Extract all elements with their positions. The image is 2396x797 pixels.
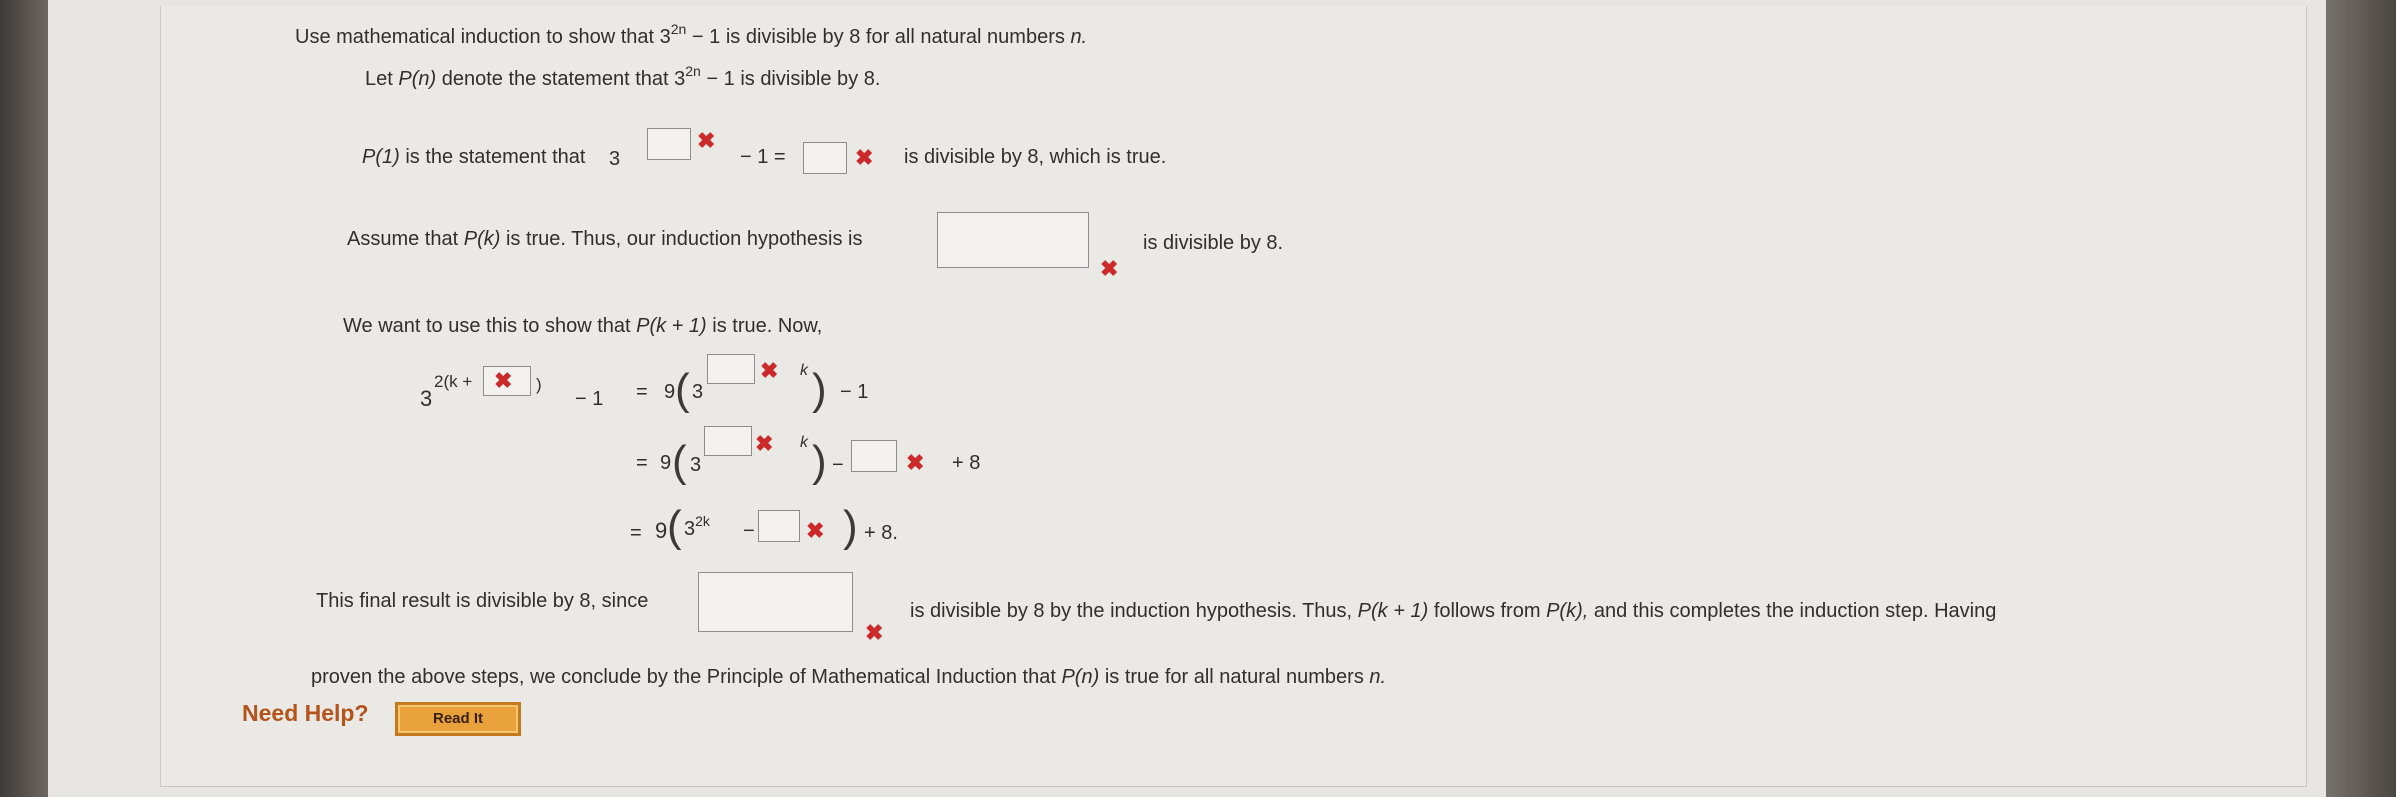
p1-text: is the statement that	[405, 146, 586, 168]
eq2-constant-answer-box[interactable]	[851, 440, 897, 472]
eq2-equals: =	[636, 452, 648, 474]
p1-minus-one: − 1 =	[740, 146, 786, 168]
p1-post-text: is divisible by 8, which is true.	[904, 146, 1167, 168]
assume-statement	[347, 228, 862, 251]
eq2-plus-eight: + 8	[952, 452, 981, 474]
eq3-nine: 9	[655, 518, 668, 543]
incorrect-x-icon: ✖	[755, 431, 774, 456]
incorrect-x-icon: ✖	[855, 145, 874, 170]
incorrect-x-icon: ✖	[494, 368, 513, 393]
final-line-two	[311, 666, 1386, 689]
eq2-nine: 9	[660, 452, 672, 474]
final-pre-text: This final result is divisible by 8, since	[316, 590, 649, 612]
expr-exponent: 2n	[670, 21, 687, 37]
hypothesis-answer-box[interactable]	[937, 212, 1089, 268]
expr-tail: − 1	[691, 26, 721, 48]
eq1-exponent-close: )	[536, 375, 542, 394]
p1-statement	[362, 146, 585, 169]
let-text: Let	[365, 68, 393, 90]
p1-exponent-answer-box[interactable]	[647, 128, 691, 160]
expr-exponent: 2n	[685, 63, 701, 79]
incorrect-x-icon: ✖	[806, 518, 825, 543]
eq3-base: 3	[684, 518, 696, 540]
prompt-text-2: is divisible by 8 for all natural numbers	[725, 26, 1065, 48]
right-edge	[2326, 0, 2396, 797]
incorrect-x-icon: ✖	[760, 358, 779, 383]
eq3-tail: + 8.	[864, 522, 898, 544]
eq3-power	[684, 513, 710, 541]
eq1-tail: − 1	[840, 381, 869, 403]
final-post-text: and this completes the induction step. Having	[1593, 600, 1997, 622]
eq3-exponent: 2k	[695, 513, 710, 529]
eq1-equals: =	[636, 381, 648, 403]
prompt-text: Use mathematical induction to show that	[295, 26, 655, 48]
expr-tail: − 1	[706, 68, 735, 90]
eq3-left-paren: (	[667, 502, 682, 551]
p1-value-answer-box[interactable]	[803, 142, 847, 174]
expr-base: 3	[674, 68, 686, 90]
incorrect-x-icon: ✖	[906, 450, 925, 475]
assume-post-text: is divisible by 8.	[1143, 232, 1284, 254]
pk1-symbol: P(k + 1)	[1357, 600, 1429, 622]
want-post-text: is true. Now,	[712, 315, 823, 337]
conclusion-text: proven the above steps, we conclude by the Principle of Mathematical Induction that	[311, 666, 1056, 688]
eq1-nine: 9	[664, 381, 676, 403]
p1-base: 3	[609, 148, 621, 170]
pk1-symbol: P(k + 1)	[636, 315, 707, 337]
variable-n: n.	[1070, 26, 1088, 48]
eq1-exponent-prefix: 2(k +	[434, 372, 473, 391]
eq2-inner-base: 3	[690, 454, 702, 476]
eq3-right-paren: )	[843, 502, 858, 551]
eq1-minus-one: − 1	[575, 388, 604, 410]
eq2-minus: −	[832, 454, 844, 476]
final-continuation	[910, 600, 1996, 623]
eq2-left-paren: (	[672, 437, 687, 486]
assume-text: Assume that	[347, 228, 459, 250]
final-mid-text: is divisible by 8 by the induction hypothesis. Thus,	[910, 600, 1353, 622]
eq1-right-paren: )	[812, 365, 827, 414]
let-post-text: is divisible by 8.	[740, 68, 881, 90]
incorrect-x-icon: ✖	[865, 620, 884, 645]
expr-base: 3	[659, 26, 671, 48]
eq2-right-paren: )	[812, 437, 827, 486]
incorrect-x-icon: ✖	[697, 128, 716, 153]
p1-symbol: P(1)	[362, 146, 400, 168]
eq2-inner-answer-box[interactable]	[704, 426, 752, 456]
eq1-k-exponent: k	[800, 362, 808, 379]
final-answer-box[interactable]	[698, 572, 853, 632]
pk-symbol: P(k),	[1546, 600, 1589, 622]
follows-text: follows from	[1433, 600, 1541, 622]
eq3-equals: =	[630, 522, 642, 544]
eq1-base: 3	[420, 386, 433, 411]
want-statement	[343, 315, 822, 338]
left-edge	[0, 0, 50, 797]
pn-symbol: P(n)	[398, 68, 437, 90]
eq1-inner-answer-box[interactable]	[707, 354, 755, 384]
eq2-k-exponent: k	[800, 434, 808, 451]
pn-symbol: P(n)	[1061, 666, 1100, 688]
problem-statement	[295, 21, 1088, 49]
incorrect-x-icon: ✖	[1100, 256, 1119, 281]
eq3-minus: −	[743, 520, 755, 542]
eq3-constant-answer-box[interactable]	[758, 510, 800, 542]
read-it-button[interactable]: Read It	[395, 702, 521, 736]
assume-mid-text: is true. Thus, our induction hypothesis is	[505, 228, 863, 250]
pk-symbol: P(k)	[463, 228, 501, 250]
eq1-left-paren: (	[675, 365, 690, 414]
need-help-label: Need Help?	[242, 700, 369, 726]
conclusion-post-text: is true for all natural numbers	[1104, 666, 1364, 688]
eq1-inner-base: 3	[692, 381, 704, 403]
want-text: We want to use this to show that	[343, 315, 631, 337]
variable-n: n.	[1369, 666, 1387, 688]
let-mid-text: denote the statement that	[441, 68, 669, 90]
let-statement	[365, 63, 881, 91]
